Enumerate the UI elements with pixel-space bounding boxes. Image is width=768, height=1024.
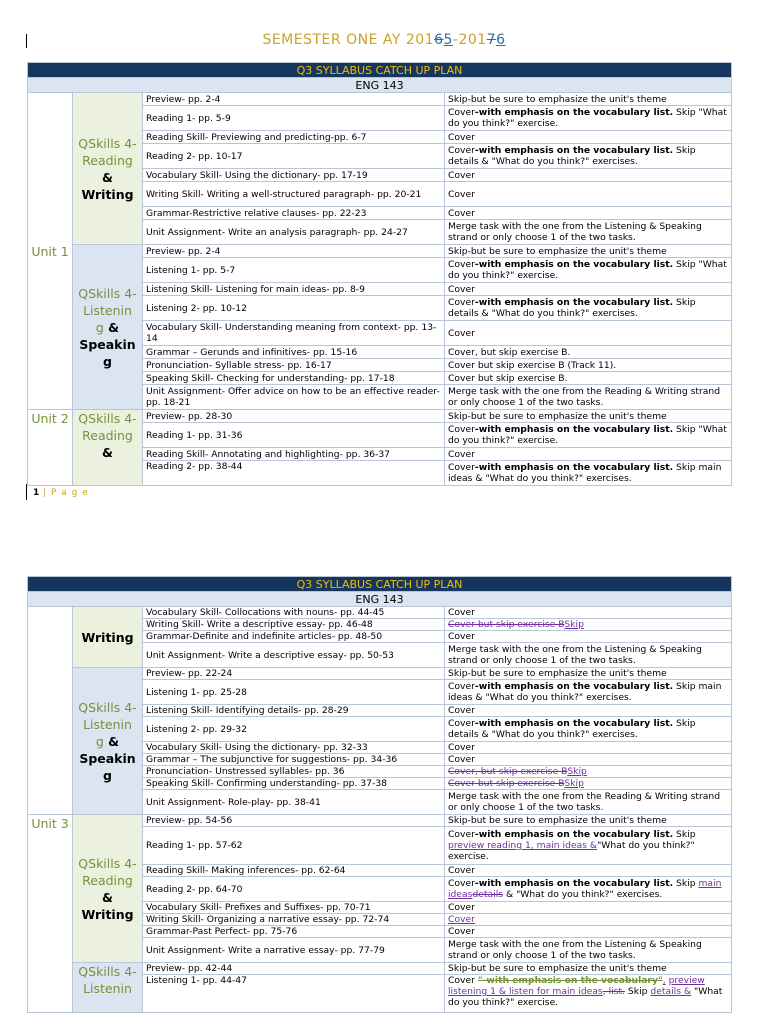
note-cell: Cover (445, 321, 732, 346)
course-code: ENG 143 (28, 592, 732, 607)
note-cell: Cover (445, 131, 732, 144)
lesson-cell: Pronunciation- Syllable stress- pp. 16-17 (143, 359, 445, 372)
note-cell: Cover (445, 902, 732, 914)
lesson-cell: Listening Skill- Identifying details- pp. 28-29 (143, 705, 445, 717)
note-cell: Cover (445, 607, 732, 619)
note-cell: Cover-with emphasis on the vocabulary list. Skip main ideas & "What do you think?" exercises. (445, 680, 732, 705)
lesson-cell: Listening 2- pp. 29-32 (143, 717, 445, 742)
strand-reading-writing: QSkills 4- Reading & Writing (73, 815, 143, 963)
semester-title: SEMESTER ONE AY 20165-20176 (262, 32, 506, 48)
note-cell: Cover (445, 169, 732, 182)
note-cell: Cover (445, 914, 732, 926)
strand-listening: QSkills 4- Listenin (73, 963, 143, 1013)
margin-mark-footer (26, 484, 27, 500)
catch-up-plan-table-2 (27, 576, 732, 1013)
lesson-cell: Preview- pp. 54-56 (143, 815, 445, 827)
note-cell: Merge task with the one from the Listening & Speaking strand or only choose 1 of the two tasks. (445, 643, 732, 668)
note-cell: Cover, but skip exercise BSkip (445, 766, 732, 778)
note-cell: Merge task with the one from the Reading & Writing strand or only choose 1 of the two tasks. (445, 385, 732, 410)
lesson-cell: Reading 1- pp. 57-62 (143, 827, 445, 865)
note-cell: Cover-with emphasis on the vocabulary list. Skip "What do you think?" exercise. (445, 258, 732, 283)
note-cell: Cover (445, 283, 732, 296)
lesson-cell: Writing Skill- Writing a well-structured paragraph- pp. 20-21 (143, 182, 445, 207)
lesson-cell: Vocabulary Skill- Prefixes and Suffixes- pp. 70-71 (143, 902, 445, 914)
note-cell: Skip-but be sure to emphasize the unit's theme (445, 668, 732, 680)
note-cell: Cover-with emphasis on the vocabulary list. Skip details & "What do you think?" exercises. (445, 144, 732, 169)
note-cell: Cover but skip exercise B (Track 11). (445, 359, 732, 372)
lesson-cell: Writing Skill- Organizing a narrative essay- pp. 72-74 (143, 914, 445, 926)
note-cell: Skip-but be sure to emphasize the unit's theme (445, 963, 732, 975)
lesson-cell: Grammar-Past Perfect- pp. 75-76 (143, 926, 445, 938)
note-cell: Cover but skip exercise B. (445, 372, 732, 385)
lesson-cell: Unit Assignment- Write a descriptive essay- pp. 50-53 (143, 643, 445, 668)
note-cell: Cover-with emphasis on the vocabulary list. Skip details & "What do you think?" exercises. (445, 296, 732, 321)
note-cell: Cover-with emphasis on the vocabulary list. Skip preview reading 1, main ideas &"What do you think?" exercise. (445, 827, 732, 865)
course-code: ENG 143 (28, 78, 732, 93)
unit-label: Unit 2 (28, 410, 73, 486)
note-cell: Cover, but skip exercise B. (445, 346, 732, 359)
note-cell: Merge task with the one from the Reading & Writing strand or only choose 1 of the two tasks. (445, 790, 732, 815)
note-cell: Cover (445, 448, 732, 461)
note-cell: Cover (445, 207, 732, 220)
note-cell: Cover (445, 705, 732, 717)
lesson-cell: Preview- pp. 2-4 (143, 93, 445, 106)
note-cell: Cover-with emphasis on the vocabulary list. Skip main ideas & "What do you think?" exercises. (445, 461, 732, 486)
lesson-cell: Unit Assignment- Write an analysis paragraph- pp. 24-27 (143, 220, 445, 245)
lesson-cell: Preview- pp. 28-30 (143, 410, 445, 423)
lesson-cell: Writing Skill- Write a descriptive essay- pp. 46-48 (143, 619, 445, 631)
page-footer: 1 | P a g e (33, 488, 89, 498)
note-cell: Cover (445, 754, 732, 766)
note-cell: Skip-but be sure to emphasize the unit's theme (445, 815, 732, 827)
lesson-cell: Grammar – The subjunctive for suggestions- pp. 34-36 (143, 754, 445, 766)
note-cell: Merge task with the one from the Listening & Speaking strand or only choose 1 of the two tasks. (445, 938, 732, 963)
strand-listening-speaking: QSkills 4- Listenin g & Speakin g (73, 668, 143, 815)
note-cell: Cover-with emphasis on the vocabulary list. Skip details & "What do you think?" exercises. (445, 717, 732, 742)
lesson-cell: Vocabulary Skill- Understanding meaning from context- pp. 13-14 (143, 321, 445, 346)
lesson-cell: Pronunciation- Unstressed syllables- pp. 36 (143, 766, 445, 778)
note-cell: Cover "-with emphasis on the vocabulary", preview listening 1 & listen for main ideas, list. Skip details & "What do you think?" exercise. (445, 975, 732, 1013)
lesson-cell: Vocabulary Skill- Using the dictionary- pp. 32-33 (143, 742, 445, 754)
lesson-cell: Reading 1- pp. 31-36 (143, 423, 445, 448)
lesson-cell: Unit Assignment- Write a narrative essay- pp. 77-79 (143, 938, 445, 963)
plan-title: Q3 SYLLABUS CATCH UP PLAN (28, 577, 732, 592)
lesson-cell: Unit Assignment- Role-play- pp. 38-41 (143, 790, 445, 815)
lesson-cell: Listening 2- pp. 10-12 (143, 296, 445, 321)
strand-reading-writing: QSkills 4- Reading & (73, 410, 143, 486)
lesson-cell: Listening 1- pp. 5-7 (143, 258, 445, 283)
lesson-cell: Reading 2- pp. 38-44 (143, 461, 445, 486)
note-cell: Merge task with the one from the Listening & Speaking strand or only choose 1 of the two tasks. (445, 220, 732, 245)
note-cell: Cover-with emphasis on the vocabulary list. Skip "What do you think?" exercise. (445, 423, 732, 448)
lesson-cell: Reading 2- pp. 10-17 (143, 144, 445, 169)
note-cell: Cover but skip exercise BSkip (445, 619, 732, 631)
note-cell: Cover-with emphasis on the vocabulary list. Skip "What do you think?" exercise. (445, 106, 732, 131)
lesson-cell: Listening Skill- Listening for main ideas- pp. 8-9 (143, 283, 445, 296)
note-cell: Cover (445, 631, 732, 643)
note-cell: Skip-but be sure to emphasize the unit's theme (445, 245, 732, 258)
lesson-cell: Listening 1- pp. 25-28 (143, 680, 445, 705)
note-cell: Cover (445, 742, 732, 754)
plan-title: Q3 SYLLABUS CATCH UP PLAN (28, 63, 732, 78)
lesson-cell: Preview- pp. 2-4 (143, 245, 445, 258)
lesson-cell: Vocabulary Skill- Using the dictionary- pp. 17-19 (143, 169, 445, 182)
lesson-cell: Grammar – Gerunds and infinitives- pp. 15-16 (143, 346, 445, 359)
note-cell: Skip-but be sure to emphasize the unit's theme (445, 410, 732, 423)
lesson-cell: Reading Skill- Making inferences- pp. 62-64 (143, 865, 445, 877)
lesson-cell: Listening 1- pp. 44-47 (143, 975, 445, 1013)
strand-reading-writing: QSkills 4- Reading & Writing (73, 93, 143, 245)
strand-writing: Writing (73, 607, 143, 668)
lesson-cell: Reading Skill- Annotating and highlighting- pp. 36-37 (143, 448, 445, 461)
lesson-cell: Preview- pp. 22-24 (143, 668, 445, 680)
lesson-cell: Grammar-Definite and indefinite articles- pp. 48-50 (143, 631, 445, 643)
note-cell: Cover-with emphasis on the vocabulary list. Skip main ideasdetails & "What do you think?" exercises. (445, 877, 732, 902)
lesson-cell: Reading Skill- Previewing and predicting-pp. 6-7 (143, 131, 445, 144)
lesson-cell: Speaking Skill- Checking for understanding- pp. 17-18 (143, 372, 445, 385)
lesson-cell: Speaking Skill- Confirming understanding- pp. 37-38 (143, 778, 445, 790)
note-cell: Skip-but be sure to emphasize the unit's theme (445, 93, 732, 106)
note-cell: Cover (445, 926, 732, 938)
unit-label-empty (28, 607, 73, 815)
lesson-cell: Unit Assignment- Offer advice on how to be an effective reader- pp. 18-21 (143, 385, 445, 410)
note-cell: Cover but skip exercise BSkip (445, 778, 732, 790)
lesson-cell: Reading 1- pp. 5-9 (143, 106, 445, 131)
lesson-cell: Vocabulary Skill- Collocations with nouns- pp. 44-45 (143, 607, 445, 619)
unit-label: Unit 3 (28, 815, 73, 1013)
lesson-cell: Preview- pp. 42-44 (143, 963, 445, 975)
unit-label: Unit 1 (28, 93, 73, 410)
catch-up-plan-table-1 (27, 62, 732, 486)
strand-listening-speaking: QSkills 4- Listenin g & Speakin g (73, 245, 143, 410)
note-cell: Cover (445, 182, 732, 207)
lesson-cell: Reading 2- pp. 64-70 (143, 877, 445, 902)
lesson-cell: Grammar-Restrictive relative clauses- pp. 22-23 (143, 207, 445, 220)
note-cell: Cover (445, 865, 732, 877)
